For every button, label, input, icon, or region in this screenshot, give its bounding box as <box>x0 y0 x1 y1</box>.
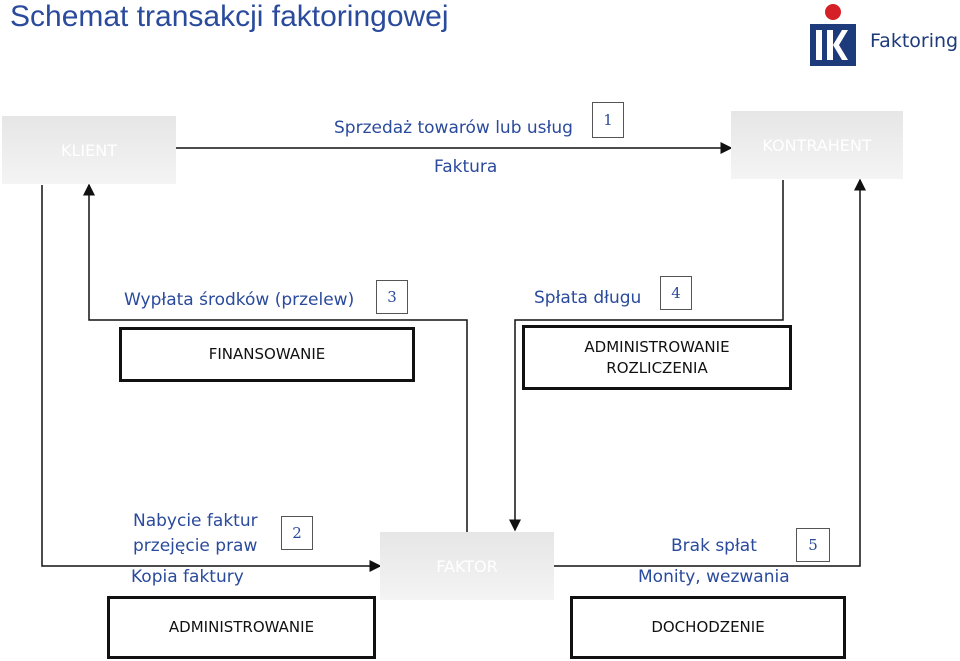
function-settlement-line2: ROZLICZENIA <box>606 358 708 377</box>
function-admin-label: ADMINISTROWANIE <box>168 618 315 636</box>
function-admin <box>107 596 376 659</box>
flow-default-label: Brak spłat <box>671 536 757 556</box>
flow-sale-sub: Faktura <box>434 157 498 177</box>
function-financing <box>119 327 415 382</box>
step-2-badge: 2 <box>281 516 313 550</box>
brand-name: Faktoring <box>870 30 959 52</box>
function-settlement-line1: ADMINISTROWANIE <box>584 337 730 356</box>
step-3-badge: 3 <box>376 280 408 314</box>
node-klient-label: KLIENT <box>61 140 117 160</box>
pko-logo-icon <box>808 2 858 68</box>
node-kontrahent-label: KONTRAHENT <box>762 135 872 155</box>
step-4-badge: 4 <box>660 276 692 310</box>
flow-repay-label: Spłata długu <box>534 288 642 308</box>
function-settlement <box>522 325 792 390</box>
flow-default-sub: Monity, wezwania <box>638 567 790 587</box>
step-5-badge: 5 <box>796 528 830 562</box>
node-klient <box>2 116 176 184</box>
node-faktor-label: FAKTOR <box>436 556 498 576</box>
flow-payout-label: Wypłata środków (przelew) <box>124 290 355 310</box>
node-kontrahent <box>731 111 903 179</box>
flow-purchase-label-1: Nabycie faktur <box>133 511 258 531</box>
function-financing-label: FINANSOWANIE <box>208 345 326 363</box>
page-title: Schemat transakcji faktoringowej <box>10 0 449 33</box>
step-1-badge: 1 <box>592 102 624 138</box>
flow-purchase-label-2: przejęcie praw <box>133 536 258 556</box>
flow-sale-label: Sprzedaż towarów lub usług <box>334 118 573 138</box>
flow-purchase-sub: Kopia faktury <box>131 567 244 587</box>
function-collection-label: DOCHODZENIE <box>651 618 765 636</box>
node-faktor <box>380 532 554 600</box>
function-collection <box>570 596 846 659</box>
